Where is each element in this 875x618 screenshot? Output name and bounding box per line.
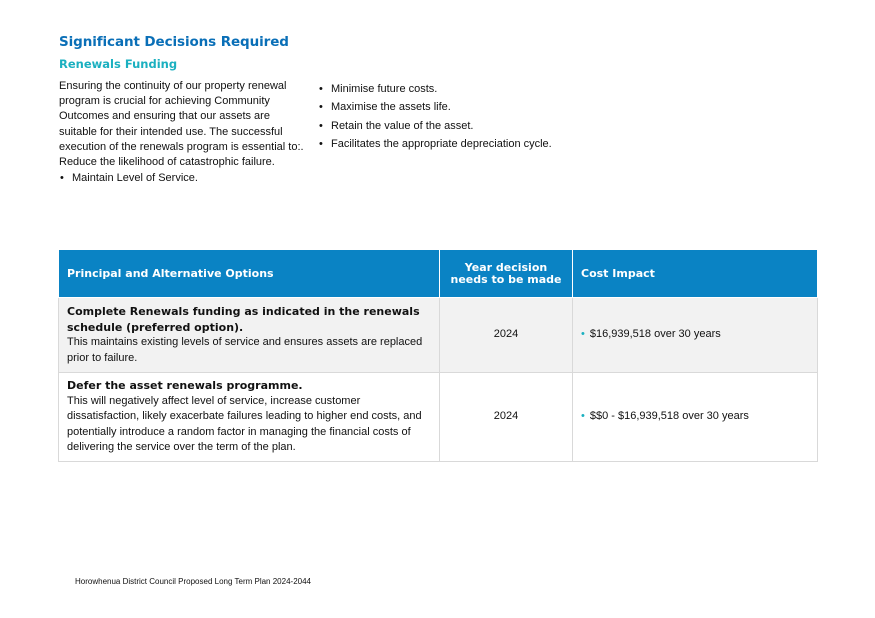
bullet-item: • Maintain Level of Service. bbox=[60, 172, 198, 184]
option-cell bbox=[59, 298, 440, 373]
bullet-item: • Minimise future costs. bbox=[319, 80, 552, 98]
year-cell: 2024 bbox=[440, 298, 573, 373]
intro-paragraph: Ensuring the continuity of our property renewal program is crucial for achieving Community Outcomes and ensuring that our assets are suitable for their intended use. The successful execution of the renewals program is essential to:. Reduce the likelihood of catastrophic failure. bbox=[59, 80, 304, 169]
cost-value: $$0 - $16,939,518 over 30 years bbox=[589, 410, 749, 423]
bullet-icon: • bbox=[581, 328, 585, 341]
table-header-row bbox=[59, 250, 818, 298]
bullet-icon: • bbox=[581, 410, 585, 423]
bullet-item: • Facilitates the appropriate depreciation cycle. bbox=[319, 135, 552, 153]
table-row bbox=[59, 373, 818, 462]
page-footer: Horowhenua District Council Proposed Long Term Plan 2024-2044 bbox=[75, 577, 311, 586]
bullet-item: • Maximise the assets life. bbox=[319, 98, 552, 116]
right-bullet-list bbox=[319, 80, 552, 153]
left-bullet-list bbox=[60, 172, 198, 184]
table-row bbox=[59, 298, 818, 373]
page-heading: Significant Decisions Required bbox=[59, 34, 289, 50]
cost-value: $16,939,518 over 30 years bbox=[589, 328, 721, 341]
year-cell: 2024 bbox=[440, 373, 573, 462]
option-description: This maintains existing levels of service and ensures assets are replaced prior to failure. bbox=[67, 336, 423, 364]
header-year: Year decision needs to be made bbox=[440, 250, 573, 298]
header-options: Principal and Alternative Options bbox=[59, 250, 440, 298]
header-cost: Cost Impact bbox=[573, 250, 818, 298]
option-title: Defer the asset renewals programme. bbox=[67, 379, 303, 393]
option-description: This will negatively affect level of service, increase customer dissatisfaction, likely exacerbate failures leading to higher end costs, and potentially introduce a random factor in managing the financial costs of delivering the service over the term of the plan. bbox=[67, 394, 422, 454]
option-cell bbox=[59, 373, 440, 462]
cost-cell bbox=[573, 373, 818, 462]
options-table bbox=[58, 249, 818, 462]
option-title: Complete Renewals funding as indicated in the renewals schedule (preferred option). bbox=[67, 305, 420, 334]
bullet-item: • Retain the value of the asset. bbox=[319, 117, 552, 135]
section-subheading: Renewals Funding bbox=[59, 57, 178, 71]
cost-cell bbox=[573, 298, 818, 373]
